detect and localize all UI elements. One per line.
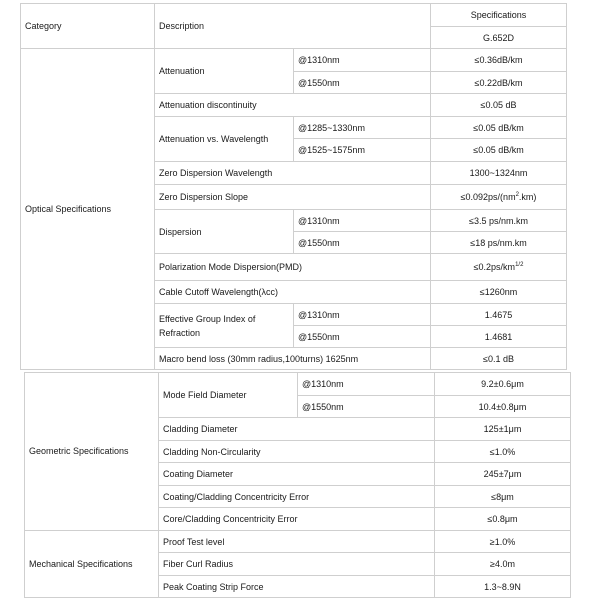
pmd-value-main: ≤0.2ps/km: [473, 262, 516, 272]
zero-dispersion-wavelength-label: Zero Dispersion Wavelength: [155, 162, 431, 185]
header-specifications: Specifications: [431, 4, 567, 27]
attenuation-condition-1310: @1310nm: [294, 49, 431, 72]
dispersion-condition-1550: @1550nm: [294, 232, 431, 254]
attenuation-value-1550: ≤0.22dB/km: [431, 72, 567, 94]
vs-wavelength-value-2: ≤0.05 dB/km: [431, 139, 567, 162]
optical-category-cell: Optical Specifications: [21, 49, 155, 370]
macro-bend-value: ≤0.1 dB: [431, 348, 567, 370]
pmd-label: Polarization Mode Dispersion(PMD): [155, 254, 431, 281]
zero-dispersion-wavelength-value: 1300~1324nm: [431, 162, 567, 185]
group-index-label: Effective Group Index of Refraction: [155, 304, 294, 348]
cladding-noncircularity-value: ≤1.0%: [435, 441, 571, 463]
coating-diameter-label: Coating Diameter: [159, 463, 435, 486]
attenuation-label: Attenuation: [155, 49, 294, 94]
zero-dispersion-slope-value-unit: .km): [518, 192, 537, 202]
fiber-curl-value: ≥4.0m: [435, 553, 571, 576]
mode-field-condition-1550: @1550nm: [298, 396, 435, 418]
zero-dispersion-slope-label: Zero Dispersion Slope: [155, 185, 431, 210]
group-index-condition-1310: @1310nm: [294, 304, 431, 326]
cladding-diameter-value: 125±1μm: [435, 418, 571, 441]
group-index-condition-1550: @1550nm: [294, 326, 431, 348]
coating-concentricity-value: ≤8μm: [435, 486, 571, 508]
mechanical-category-cell: Mechanical Specifications: [25, 531, 159, 598]
strip-force-label: Peak Coating Strip Force: [159, 576, 435, 598]
core-concentricity-label: Core/Cladding Concentricity Error: [159, 508, 435, 531]
fiber-curl-label: Fiber Curl Radius: [159, 553, 435, 576]
proof-test-label: Proof Test level: [159, 531, 435, 553]
dispersion-value-1310: ≤3.5 ps/nm.km: [431, 210, 567, 232]
geometric-category-cell: Geometric Specifications: [25, 373, 159, 531]
group-index-value-1550: 1.4681: [431, 326, 567, 348]
cladding-noncircularity-label: Cladding Non-Circularity: [159, 441, 435, 463]
pmd-value-sup: 1/2: [515, 262, 524, 268]
vs-wavelength-condition-2: @1525~1575nm: [294, 139, 431, 162]
vs-wavelength-condition-1: @1285~1330nm: [294, 117, 431, 139]
geometric-mechanical-table: [24, 372, 571, 598]
attenuation-condition-1550: @1550nm: [294, 72, 431, 94]
cutoff-wavelength-value: ≤1260nm: [431, 281, 567, 304]
zero-dispersion-slope-value-main: ≤0.092ps/(nm: [460, 192, 516, 202]
zero-dispersion-slope-value-sup: 2: [515, 192, 519, 198]
cutoff-wavelength-label: Cable Cutoff Wavelength(λcc): [155, 281, 431, 304]
strip-force-value: 1.3~8.9N: [435, 576, 571, 598]
coating-diameter-value: 245±7μm: [435, 463, 571, 486]
mode-field-diameter-label: Mode Field Diameter: [159, 373, 298, 418]
mode-field-value-1550: 10.4±0.8μm: [435, 396, 571, 418]
cladding-diameter-label: Cladding Diameter: [159, 418, 435, 441]
coating-concentricity-label: Coating/Cladding Concentricity Error: [159, 486, 435, 508]
header-category: Category: [21, 4, 155, 49]
mode-field-value-1310: 9.2±0.6μm: [435, 373, 571, 396]
macro-bend-label: Macro bend loss (30mm radius,100turns) 1625nm: [155, 348, 431, 370]
pmd-value: [431, 254, 567, 281]
dispersion-value-1550: ≤18 ps/nm.km: [431, 232, 567, 254]
header-description: Description: [155, 4, 431, 49]
dispersion-label: Dispersion: [155, 210, 294, 254]
discontinuity-value: ≤0.05 dB: [431, 94, 567, 117]
core-concentricity-value: ≤0.8μm: [435, 508, 571, 531]
optical-spec-table: [20, 3, 567, 370]
vs-wavelength-label: Attenuation vs. Wavelength: [155, 117, 294, 162]
zero-dispersion-slope-value: [431, 185, 567, 210]
proof-test-value: ≥1.0%: [435, 531, 571, 553]
attenuation-value-1310: ≤0.36dB/km: [431, 49, 567, 72]
discontinuity-label: Attenuation discontinuity: [155, 94, 431, 117]
dispersion-condition-1310: @1310nm: [294, 210, 431, 232]
group-index-value-1310: 1.4675: [431, 304, 567, 326]
mode-field-condition-1310: @1310nm: [298, 373, 435, 396]
vs-wavelength-value-1: ≤0.05 dB/km: [431, 117, 567, 139]
header-grade: G.652D: [431, 27, 567, 49]
